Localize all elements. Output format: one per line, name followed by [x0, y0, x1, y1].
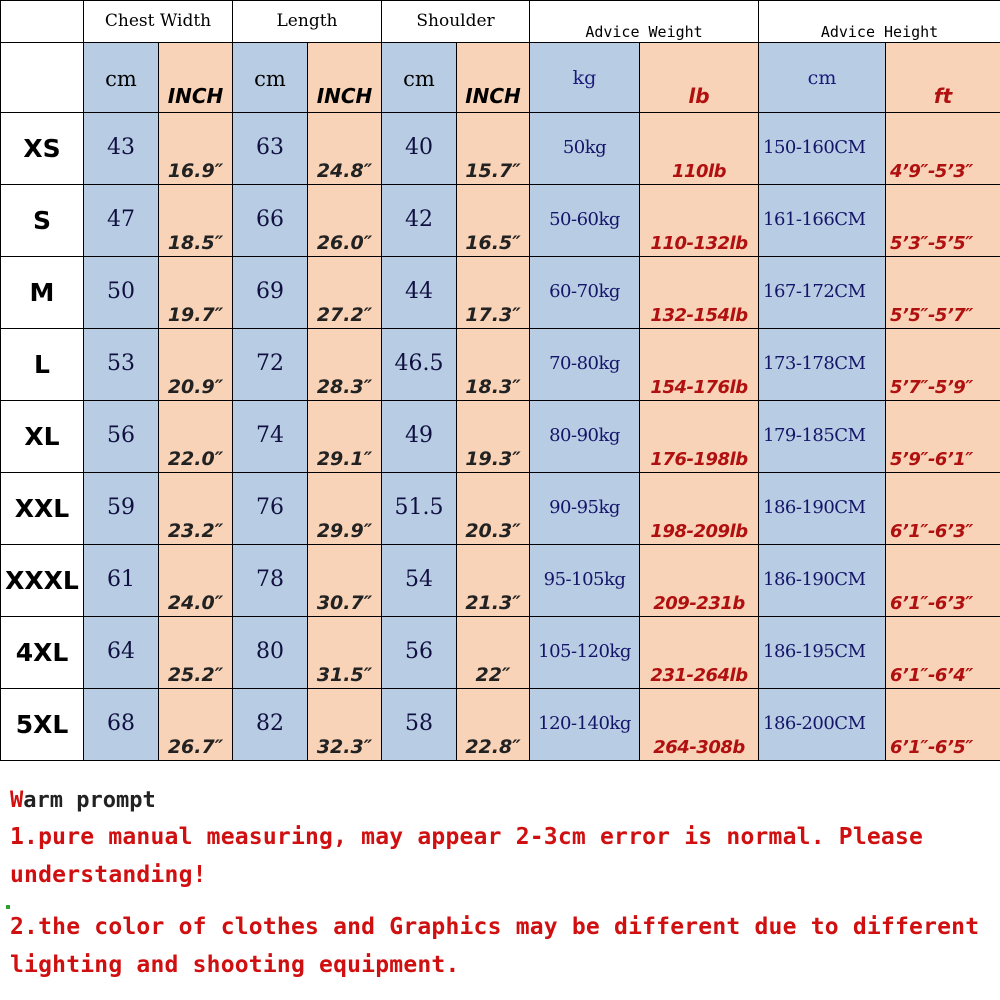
size-label: XXXL [1, 545, 84, 617]
length-inch-cell: 28.3″ [308, 329, 382, 401]
table-row [1, 185, 1000, 257]
chest-inch-cell: 20.9″ [159, 329, 233, 401]
shoulder-inch-cell: 20.3″ [457, 473, 530, 545]
table-row [1, 329, 1000, 401]
weight-lb-cell: 110-132lb [640, 185, 759, 257]
height-ft-cell: 6’1″-6’4″ [886, 617, 1000, 689]
height-cm-cell: 167-172CM [759, 257, 886, 329]
table-row [1, 617, 1000, 689]
height-cm-cell: 186-195CM [759, 617, 886, 689]
shoulder-inch-cell: 16.5″ [457, 185, 530, 257]
corner-cell [1, 1, 84, 43]
height-ft-cell: 6’1″-6’3″ [886, 545, 1000, 617]
warm-prompt-heading [10, 786, 995, 816]
size-label: XXL [1, 473, 84, 545]
chest-cm-cell: 61 [84, 545, 159, 617]
length-inch-cell: 26.0″ [308, 185, 382, 257]
length-inch-cell: 29.9″ [308, 473, 382, 545]
height-ft-cell: 6’1″-6’3″ [886, 473, 1000, 545]
length-cm-cell: 80 [233, 617, 308, 689]
shoulder-inch-unit: INCH [457, 43, 530, 113]
shoulder-cm-cell: 46.5 [382, 329, 457, 401]
chest-cm-cell: 47 [84, 185, 159, 257]
weight-lb-cell: 132-154lb [640, 257, 759, 329]
chest-cm-unit: cm [84, 43, 159, 113]
warm-prompt-heading-rest: arm prompt [23, 788, 156, 813]
height-cm-unit: cm [759, 43, 886, 113]
shoulder-inch-cell: 21.3″ [457, 545, 530, 617]
shoulder-cm-cell: 44 [382, 257, 457, 329]
chest-width-header: Chest Width [84, 1, 233, 43]
length-cm-cell: 63 [233, 113, 308, 185]
shoulder-cm-cell: 51.5 [382, 473, 457, 545]
weight-kg-cell: 50-60kg [530, 185, 640, 257]
height-cm-cell: 186-190CM [759, 473, 886, 545]
shoulder-cm-cell: 56 [382, 617, 457, 689]
weight-kg-cell: 70-80kg [530, 329, 640, 401]
height-cm-cell: 150-160CM [759, 113, 886, 185]
height-cm-cell: 186-190CM [759, 545, 886, 617]
chest-cm-cell: 43 [84, 113, 159, 185]
length-inch-cell: 27.2″ [308, 257, 382, 329]
weight-lb-unit: lb [640, 43, 759, 113]
height-ft-cell: 5’5″-5’7″ [886, 257, 1000, 329]
height-ft-cell: 6’1″-6’5″ [886, 689, 1000, 761]
shoulder-header: Shoulder [382, 1, 530, 43]
chest-inch-cell: 22.0″ [159, 401, 233, 473]
note-line-1: 1.pure manual measuring, may appear 2-3cm error is normal. Please understanding! [10, 824, 924, 888]
height-ft-cell: 5’7″-5’9″ [886, 329, 1000, 401]
length-cm-cell: 66 [233, 185, 308, 257]
size-label: 4XL [1, 617, 84, 689]
length-inch-cell: 32.3″ [308, 689, 382, 761]
chest-inch-cell: 24.0″ [159, 545, 233, 617]
height-ft-cell: 4’9″-5’3″ [886, 113, 1000, 185]
size-label: M [1, 257, 84, 329]
chest-inch-cell: 18.5″ [159, 185, 233, 257]
weight-kg-cell: 80-90kg [530, 401, 640, 473]
shoulder-cm-unit: cm [382, 43, 457, 113]
shoulder-inch-cell: 19.3″ [457, 401, 530, 473]
shoulder-inch-cell: 22.8″ [457, 689, 530, 761]
chest-inch-unit: INCH [159, 43, 233, 113]
warm-prompt-notes [10, 786, 995, 984]
chest-inch-cell: 26.7″ [159, 689, 233, 761]
table-row [1, 401, 1000, 473]
height-cm-cell: 179-185CM [759, 401, 886, 473]
unit-corner-cell [1, 43, 84, 113]
shoulder-cm-cell: 42 [382, 185, 457, 257]
shoulder-cm-cell: 49 [382, 401, 457, 473]
shoulder-inch-cell: 22″ [457, 617, 530, 689]
length-inch-cell: 31.5″ [308, 617, 382, 689]
weight-lb-cell: 154-176lb [640, 329, 759, 401]
weight-lb-cell: 176-198lb [640, 401, 759, 473]
note-line-2: 2.the color of clothes and Graphics may be different due to different lighting and shooting equipment. [10, 914, 980, 978]
weight-lb-cell: 198-209lb [640, 473, 759, 545]
advice-height-header: Advice Height [759, 1, 1000, 43]
table-row [1, 689, 1000, 761]
weight-lb-cell: 264-308b [640, 689, 759, 761]
weight-lb-cell: 209-231b [640, 545, 759, 617]
table-row [1, 545, 1000, 617]
chest-inch-cell: 23.2″ [159, 473, 233, 545]
shoulder-inch-cell: 17.3″ [457, 257, 530, 329]
weight-lb-cell: 110lb [640, 113, 759, 185]
unit-header-row [1, 43, 1000, 113]
length-cm-cell: 78 [233, 545, 308, 617]
weight-lb-cell: 231-264lb [640, 617, 759, 689]
chest-cm-cell: 64 [84, 617, 159, 689]
length-header: Length [233, 1, 382, 43]
height-cm-cell: 161-166CM [759, 185, 886, 257]
shoulder-cm-cell: 54 [382, 545, 457, 617]
chest-inch-cell: 25.2″ [159, 617, 233, 689]
size-label: XS [1, 113, 84, 185]
length-cm-cell: 69 [233, 257, 308, 329]
green-dot-mark [6, 905, 10, 909]
size-label: L [1, 329, 84, 401]
chest-cm-cell: 53 [84, 329, 159, 401]
chest-cm-cell: 59 [84, 473, 159, 545]
weight-kg-cell: 60-70kg [530, 257, 640, 329]
group-header-row [1, 1, 1000, 43]
chest-cm-cell: 68 [84, 689, 159, 761]
weight-kg-cell: 95-105kg [530, 545, 640, 617]
height-ft-cell: 5’9″-6’1″ [886, 401, 1000, 473]
table-row [1, 113, 1000, 185]
length-cm-cell: 82 [233, 689, 308, 761]
table-row [1, 473, 1000, 545]
length-cm-cell: 72 [233, 329, 308, 401]
length-cm-cell: 74 [233, 401, 308, 473]
weight-kg-cell: 120-140kg [530, 689, 640, 761]
chest-cm-cell: 56 [84, 401, 159, 473]
weight-kg-cell: 50kg [530, 113, 640, 185]
shoulder-inch-cell: 18.3″ [457, 329, 530, 401]
height-ft-cell: 5’3″-5’5″ [886, 185, 1000, 257]
chest-cm-cell: 50 [84, 257, 159, 329]
length-inch-cell: 24.8″ [308, 113, 382, 185]
warm-prompt-heading-first-letter: W [10, 788, 24, 813]
size-label: XL [1, 401, 84, 473]
size-label: 5XL [1, 689, 84, 761]
length-cm-unit: cm [233, 43, 308, 113]
height-cm-cell: 173-178CM [759, 329, 886, 401]
shoulder-inch-cell: 15.7″ [457, 113, 530, 185]
weight-kg-unit: kg [530, 43, 640, 113]
chest-inch-cell: 16.9″ [159, 113, 233, 185]
height-cm-cell: 186-200CM [759, 689, 886, 761]
size-label: S [1, 185, 84, 257]
height-ft-unit: ft [886, 43, 1000, 113]
weight-kg-cell: 105-120kg [530, 617, 640, 689]
weight-kg-cell: 90-95kg [530, 473, 640, 545]
length-cm-cell: 76 [233, 473, 308, 545]
length-inch-cell: 29.1″ [308, 401, 382, 473]
table-row [1, 257, 1000, 329]
length-inch-cell: 30.7″ [308, 545, 382, 617]
shoulder-cm-cell: 58 [382, 689, 457, 761]
chest-inch-cell: 19.7″ [159, 257, 233, 329]
advice-weight-header: Advice Weight [530, 1, 759, 43]
shoulder-cm-cell: 40 [382, 113, 457, 185]
length-inch-unit: INCH [308, 43, 382, 113]
